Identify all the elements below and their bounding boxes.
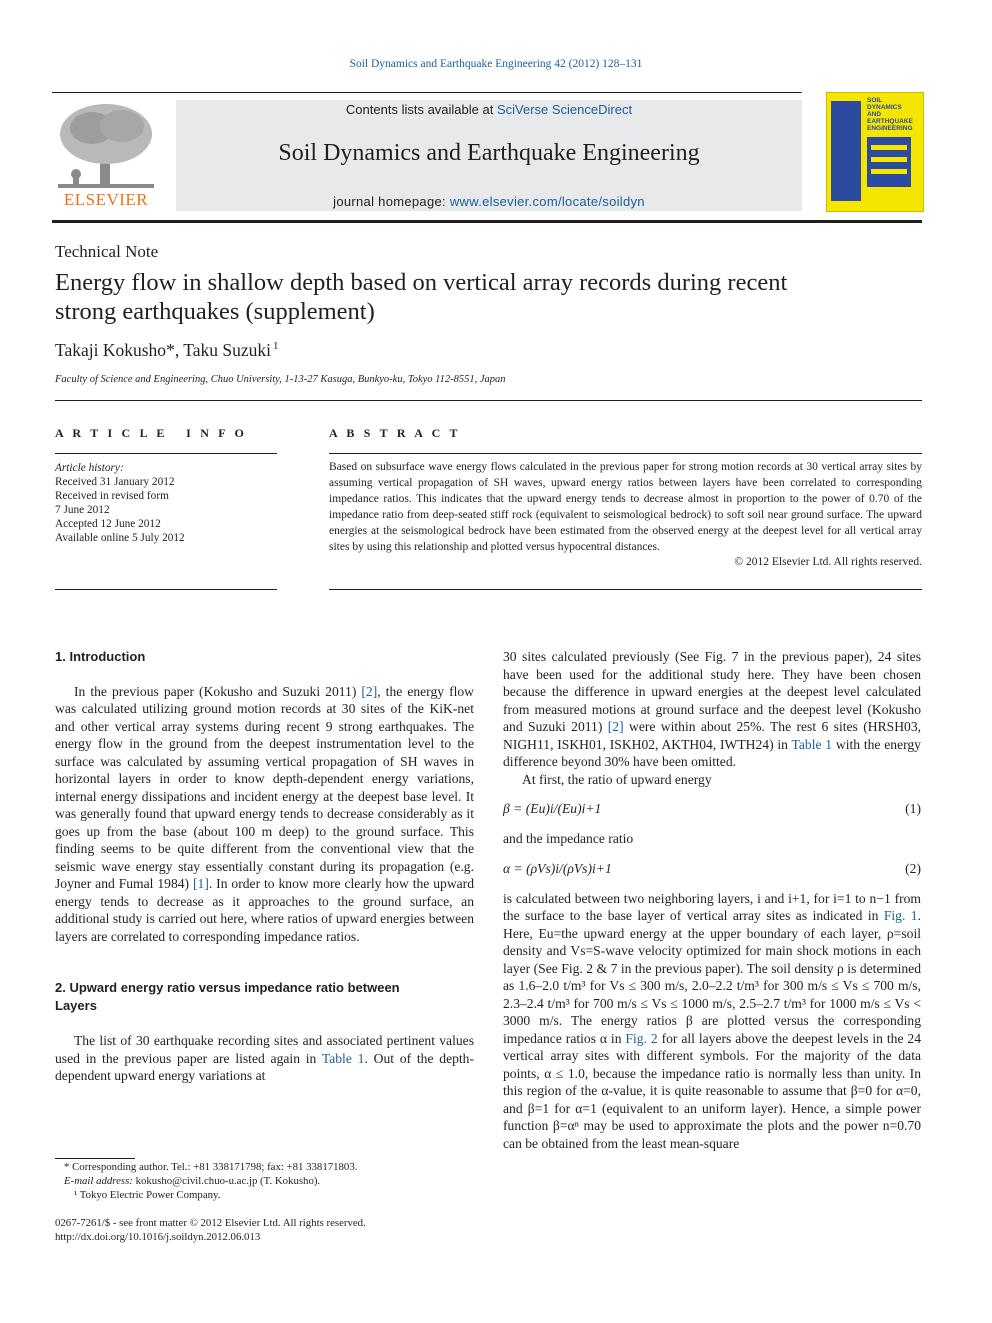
abstract-text: Based on subsurface wave energy flows calculated in the previous paper for strong motion records at 30 vertical array sites by assuming vertical propagation of SH waves, upward energy ratios between layers have been correlated to corresponding impedance ratios. This indicates that the upward energy tends to decrease almost in proportion to the power of 0.70 of the impedance ratio from deep-seated stiff rock (equivalent to seismological bedrock) to soft soil near ground surface. The upward energies at the seismological bedrock have been estimated from the observed energy at the deepest level for all vertical array sites by using this relationship and plotted versus hypocentral distances. (329, 461, 922, 553)
contents-line: Contents lists available at SciVerse ScienceDirect (345, 102, 633, 117)
right-paragraph-4: is calculated between two neighboring layers, i and i+1, for i=1 to n−1 from the surface to the base layer of vertical array sites as indicated in Fig. 1. Here, Eu=the upward energy at the upper boundary of each layer, ρ=soil density and Vs=S-wave velocity optimized for main shock motions in each layer (See Fig. 2 & 7 in the previous paper). The soil density ρ is determined as 1.6–2.0 t/m³ for Vs ≤ 300 m/s, 2.0–2.2 t/m³ for 300 m/s ≤ Vs ≤ 700 m/s, 2.3–2.4 t/m³ for 700 m/s ≤ Vs ≤ 1000 m/s, 2.5–2.7 t/m³ for 1000 m/s ≤ Vs < 3000 m/s. The energy ratios β are plotted versus the corresponding impedance ratios α in Fig. 2 for all layers above the deepest levels in the 24 vertical array sites with different symbols. For the majority of the data points, α ≤ 1.0, because the impedance ratio is normally less than unity. In this region of the α-value, it is quite reasonable to assume that β=0 for α=0, and β=1 for α=1 (equivalent to an uniform layer). Hence, a simple power function β=αⁿ may be used to approximate the plots and the power n=0.70 can be obtained from the least mean-square (503, 890, 921, 1151)
right-paragraph-3: and the impedance ratio (503, 831, 634, 846)
journal-citation[interactable]: Soil Dynamics and Earthquake Engineering 42 (2012) 128–131 (349, 58, 643, 70)
intro-paragraph: In the previous paper (Kokusho and Suzuki 2011) [2], the energy flow was calculated utilizing ground motion records at 30 sites of the KiK-net and other vertical array systems during recent 9 strong earthquakes. The energy flow in the ground from the deepest instrumentation level to the surface was calculated by assuming vertical propagation of SH waves in horizontal layers in order to know depth-dependent energy variations, internal energy dissipations and incident energy at the deepest base level. It was generally found that upward energy tends to decrease considerably as it goes up from the base (about 100 m deep) to the ground surface. This finding seems to be quite different from the conventional view that the seismic wave energy stay essentially constant during its propagation (e.g. Joyner and Fumal 1984) [1]. In order to know more clearly how the upward energy tends to decrease as it approaches to the ground surface, an additional study is carried out here, where ratios of upward energies between layers are correlated to corresponding impedance ratios. (55, 683, 474, 944)
cover-title-4: ENGINEERING (867, 125, 913, 132)
corresponding-author-mark[interactable]: * (166, 340, 175, 360)
figure-2-link[interactable]: Fig. 2 (625, 1030, 658, 1046)
table-1-link[interactable]: Table 1 (321, 1050, 365, 1066)
article-history (55, 461, 277, 545)
elsevier-tree-icon (52, 100, 160, 192)
right-paragraph-2: At first, the ratio of upward energy (522, 771, 712, 787)
header-top-rule (52, 92, 802, 93)
ref-2-link[interactable]: [2] (607, 719, 624, 734)
history-line: Received in revised form (55, 490, 169, 502)
right-column (503, 648, 921, 1152)
equation-2-number: (2) (905, 860, 921, 876)
article-title (55, 268, 915, 326)
journal-title: Soil Dynamics and Earthquake Engineering (278, 140, 700, 166)
homepage-line: journal homepage: www.elsevier.com/locate/soildyn (333, 194, 645, 209)
elsevier-logo (52, 100, 160, 212)
article-info-heading: A R T I C L E I N F O (55, 426, 248, 440)
author-suzuki[interactable]: Taku Suzuki (183, 340, 271, 360)
footnotes (55, 1160, 474, 1202)
history-line: 7 June 2012 (55, 504, 110, 516)
article-title-line2: strong earthquakes (supplement) (55, 298, 375, 325)
doi-link[interactable]: http://dx.doi.org/10.1016/j.soildyn.2012.06.013 (55, 1231, 261, 1243)
article-title-line1: Energy flow in shallow depth based on vertical array records during recent (55, 269, 788, 296)
abstract-body (329, 460, 922, 571)
author-list: Takaji Kokusho*, Taku Suzuki $^1$ (55, 340, 279, 360)
abstract-heading: A B S T R A C T (329, 426, 461, 440)
cover-title-and: AND (867, 111, 882, 118)
journal-cover-thumbnail (826, 92, 924, 212)
affiliation: Faculty of Science and Engineering, Chuo University, 1-13-27 Kasuga, Bunkyo-ku, Tokyo 112-8551, Japan (55, 374, 506, 385)
footnote-rule (55, 1158, 135, 1159)
copyright: © 2012 Elsevier Ltd. All rights reserved. (734, 556, 922, 569)
email-link[interactable]: kokusho@civil.chuo-u.ac.jp (T. Kokusho). (132, 1175, 321, 1187)
ref-2-link[interactable]: [2] (361, 683, 378, 699)
corresponding-footnote: * Corresponding author. Tel.: +81 338171798; fax: +81 338171803. (64, 1161, 358, 1173)
history-line: Received 31 January 2012 (55, 476, 175, 488)
equation-2 (503, 860, 921, 878)
article-info-rule (55, 453, 277, 454)
abstract-bottom-rule (329, 589, 922, 590)
equation-1-number: (1) (905, 801, 921, 816)
history-line: Accepted 12 June 2012 (55, 518, 161, 530)
cover-title-1: SOIL (867, 97, 883, 104)
email-footnote: E-mail address: kokusho@civil.chuo-u.ac.jp (T. Kokusho). (64, 1175, 321, 1187)
equation-2-body: α = (ρVs)i/(ρVs)i+1 (503, 860, 612, 876)
footnote-mark-1[interactable]: 1 (272, 340, 279, 353)
section-1-heading: 1. Introduction (55, 649, 146, 664)
article-history-label: Article history: (55, 462, 124, 474)
abstract-rule (329, 453, 922, 454)
cover-title-2: DYNAMICS (867, 104, 902, 111)
table-1-link[interactable]: Table 1 (791, 736, 833, 752)
left-column (55, 648, 474, 1085)
equation-1-body: β = (Eu)i/(Eu)i+1 (503, 801, 602, 816)
issn-line: 0267-7261/$ - see front matter © 2012 Elsevier Ltd. All rights reserved. (55, 1217, 366, 1229)
ref-1-link[interactable]: [1] (193, 876, 209, 891)
equation-1 (503, 800, 921, 818)
section-2-paragraph: The list of 30 earthquake recording sites and associated pertinent values used in the previous paper are listed again in Table 1. Out of the depth-dependent upward energy variations at (55, 1033, 474, 1083)
figure-1-link[interactable]: Fig. 1 (883, 908, 918, 923)
sciencedirect-link[interactable]: SciVerse ScienceDirect (496, 102, 633, 117)
article-info-bottom-rule (55, 589, 277, 590)
article-type: Technical Note (55, 242, 159, 261)
affiliation-footnote: ¹ Tokyo Electric Power Company. (74, 1189, 221, 1201)
section-2-heading: 2. Upward energy ratio versus impedance ratio between Layers (55, 980, 400, 1013)
elsevier-wordmark: ELSEVIER (63, 190, 149, 209)
history-line: Available online 5 July 2012 (55, 532, 185, 544)
title-bottom-rule (55, 400, 922, 401)
header-bottom-rule (52, 220, 922, 223)
author-kokusho[interactable]: Takaji Kokusho (55, 340, 167, 360)
right-paragraph-1: 30 sites calculated previously (See Fig. 7 in the previous paper), 24 sites have been used for the additional study here. They have been chosen because the difference in upward energies at the deepest level calculated from measured motions at ground surface and the deepest level (Kokusho and Suzuki 2011) [2] were within about 25%. The rest 6 sites (HRSH03, NIGH11, ISKH01, ISKH02, AKTH04, IWTH24) in Table 1 with the energy difference beyond 30% have been omitted. (503, 649, 922, 769)
cover-title-3: EARTHQUAKE (867, 118, 913, 125)
homepage-link[interactable]: www.elsevier.com/locate/soildyn (449, 194, 645, 209)
